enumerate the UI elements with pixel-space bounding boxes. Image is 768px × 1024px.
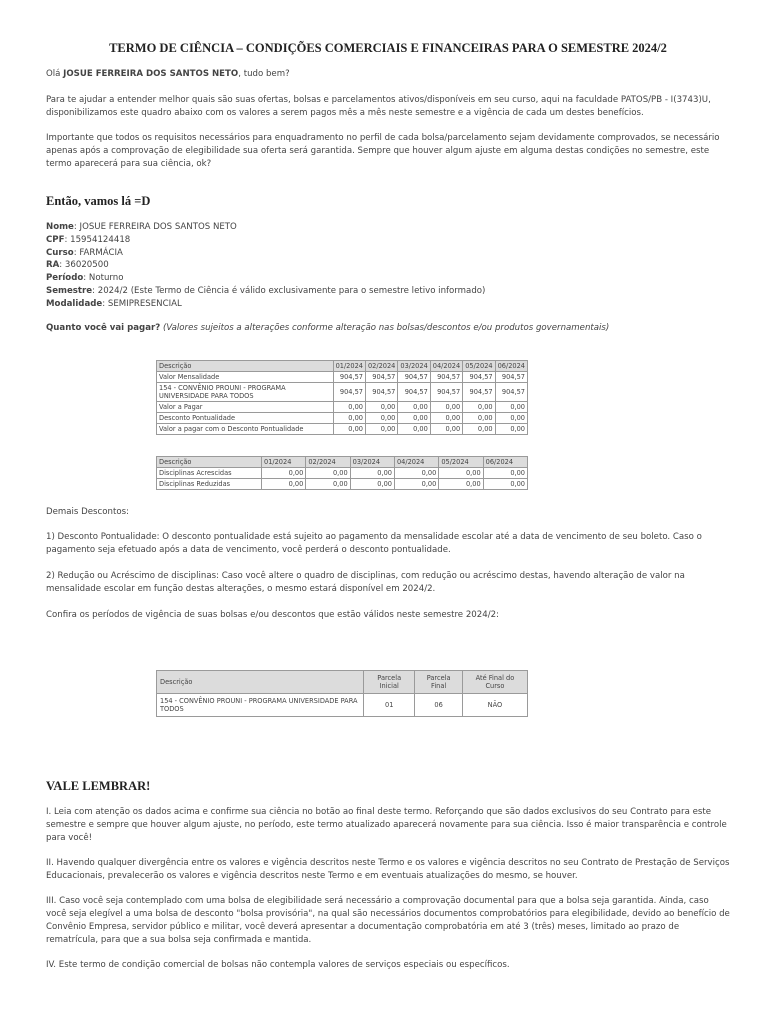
table-row: Desconto Pontualidade 0,00 0,00 0,00 0,00 0,00 0,00 <box>157 413 528 424</box>
vale-item-3: III. Caso você seja contemplado com uma bolsa de elegibilidade será necessário a comprovação documental para que a bolsa seja garantida. Ainda, caso você seja elegível a uma bolsa de desconto "bolsa provisória", na qual são necessários documentos comprobatórios para elegibilidade, devido ao benefício de Convênio Empresa, servidor público e militar, você deverá apresentar a documentação comprobatória em até 3 (três) meses, limitado ao prazo de rematrícula, para que a sua bolsa seja confirmada e mantida. <box>46 896 730 945</box>
table-row: 154 - CONVÊNIO PROUNI - PROGRAMA UNIVERSIDADE PARA TODOS 01 06 NÃO <box>157 694 528 717</box>
intro-paragraph-1: Para te ajudar a entender melhor quais são suas ofertas, bolsas e parcelamentos ativos/disponíveis em seu curso, aqui na faculdade PATOS/PB - I(3743)U, disponibilizamos este quadro abaixo com os valores a serem pagos mês a mês neste semestre e a vigência de cada um destes benefícios. <box>46 95 711 118</box>
table-header: Descrição Parcela Inicial Parcela Final Até Final do Curso <box>157 671 528 694</box>
confira-text: Confira os períodos de vigência de suas bolsas e/ou descontos que estão válidos neste semestre 2024/2: <box>46 610 499 620</box>
info-ra: RA: 36020500 <box>46 260 109 271</box>
page-title: TERMO DE CIÊNCIA – CONDIÇÕES COMERCIAIS E FINANCEIRAS PARA O SEMESTRE 2024/2 <box>109 41 667 55</box>
vale-item-2: II. Havendo qualquer divergência entre os valores e vigência descritos neste Termo e os valores e vigência descritos no seu Contrato de Prestação de Serviços Educacionais, prevalecerão os valores e vigência descritos neste Termo e em eventuais atualizações do mesmo, se houver. <box>46 858 730 881</box>
vale-lembrar-heading: VALE LEMBRAR! <box>46 779 151 793</box>
table-row: Valor Mensalidade 904,57 904,57 904,57 904,57 904,57 904,57 <box>157 372 528 383</box>
info-periodo: Período: Noturno <box>46 273 124 284</box>
quanto-line: Quanto você vai pagar? (Valores sujeitos a alterações conforme alteração nas bolsas/descontos e/ou produtos governamentais) <box>46 323 610 333</box>
info-cpf: CPF: 15954124418 <box>46 234 131 245</box>
student-info <box>46 221 730 311</box>
values-table <box>156 360 528 435</box>
table-header: Descrição 01/2024 02/2024 03/2024 04/2024 05/2024 06/2024 <box>157 457 528 468</box>
vale-item-1: I. Leia com atenção os dados acima e confirme sua ciência no botão ao final deste termo. Reforçando que são dados exclusivos do seu Contrato para este semestre e sempre que houver algum ajuste, no período, este termo atualizado aparecerá novamente para sua ciência. Isso é maior transparência e controle para você! <box>46 807 727 843</box>
info-nome: Nome: JOSUE FERREIRA DOS SANTOS NETO <box>46 222 237 232</box>
info-curso: Curso: FARMÁCIA <box>46 247 123 258</box>
reducao-disciplinas-text: 2) Redução ou Acréscimo de disciplinas: Caso você altere o quadro de disciplinas, com redução ou acréscimo destas, havendo alteração de valor na mensalidade escolar em função destas alterações, o mesmo estará disponível em 2024/2. <box>46 571 685 594</box>
desconto-pontualidade-text: 1) Desconto Pontualidade: O desconto pontualidade está sujeito ao pagamento da mensalidade escolar até a data de vencimento de seu boleto. Caso o pagamento seja efetuado após a data de vencimento, você perderá o desconto pontualidade. <box>46 532 702 555</box>
vale-item-4: IV. Este termo de condição comercial de bolsas não contempla valores de serviços especiais ou específicos. <box>46 960 510 970</box>
greeting: Olá JOSUE FERREIRA DOS SANTOS NETO, tudo bem? <box>46 69 290 79</box>
vigencia-table <box>156 670 528 717</box>
info-modalidade: Modalidade: SEMIPRESENCIAL <box>46 298 182 309</box>
student-name-greeting: JOSUE FERREIRA DOS SANTOS NETO <box>63 69 239 79</box>
table-row: Valor a pagar com o Desconto Pontualidade 0,00 0,00 0,00 0,00 0,00 0,00 <box>157 424 528 435</box>
table-row: 154 - CONVÊNIO PROUNI - PROGRAMA UNIVERSIDADE PARA TODOS 904,57 904,57 904,57 904,57 904,57 904,57 <box>157 383 528 402</box>
table-row: Valor a Pagar 0,00 0,00 0,00 0,00 0,00 0,00 <box>157 402 528 413</box>
info-semestre: Semestre: 2024/2 (Este Termo de Ciência é válido exclusivamente para o semestre letivo informado) <box>46 285 486 296</box>
demais-descontos-label: Demais Descontos: <box>46 507 129 517</box>
table-header: Descrição 01/2024 02/2024 03/2024 04/2024 05/2024 06/2024 <box>157 361 528 372</box>
table-row: Disciplinas Reduzidas 0,00 0,00 0,00 0,00 0,00 0,00 <box>157 479 528 490</box>
disciplines-table <box>156 456 528 490</box>
table-row: Disciplinas Acrescidas 0,00 0,00 0,00 0,00 0,00 0,00 <box>157 468 528 479</box>
section-heading: Então, vamos lá =D <box>46 194 151 208</box>
intro-paragraph-2: Importante que todos os requisitos necessários para enquadramento no perfil de cada bolsa/parcelamento sejam devidamente comprovados, se necessário apenas após a comprovação de elegibilidade sua oferta será garantida. Sempre que houver algum ajuste em alguma destas condições no semestre, este termo aparecerá para sua ciência, ok? <box>46 133 720 169</box>
